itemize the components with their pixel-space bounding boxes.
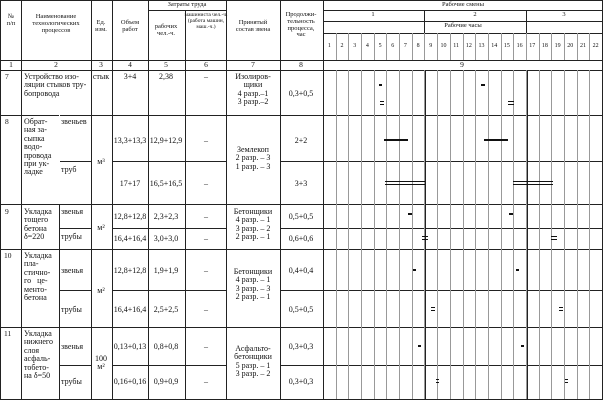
row8-number: 8: [5, 117, 9, 126]
row7-volume: 3+4: [123, 72, 137, 81]
row8-sub1: звеньев: [61, 117, 87, 126]
row10-unit: м²: [97, 286, 105, 295]
row9-duration2: 0,6+0,6: [288, 234, 314, 243]
bar-row11-c: [436, 379, 439, 380]
bar-row7-b: [380, 101, 384, 102]
row7-unit: стык: [92, 72, 110, 81]
bar-row9-b: [509, 213, 513, 215]
row8-labor2: 16,5+16,5: [149, 179, 183, 188]
bar-row9-a: [408, 213, 412, 215]
row7-crew: Изолиров- щики 4 разр.–1 3 разр.–2: [235, 72, 271, 107]
hour-gridline: [551, 33, 552, 60]
bar-row11-d: [565, 379, 568, 380]
row10-name: Укладка пла- стично- го це- менто- бетона: [24, 251, 52, 302]
row11-duration2: 0,3+0,3: [288, 377, 314, 386]
hour-gridline: [361, 33, 362, 60]
hour-label: 3: [353, 43, 357, 49]
row9-crew: Бетонщики 4 разр. – 1 3 разр. – 2 2 разр. – 1: [233, 207, 273, 242]
header-number: № п/п: [6, 13, 16, 27]
bar-row7-c: [481, 84, 485, 86]
row9-duration1: 0,5+0,5: [288, 212, 314, 221]
header-process: Наименование технологических процессов: [32, 13, 80, 34]
hour-gridline: [374, 70, 375, 399]
row8-duration1: 2+2: [294, 136, 308, 145]
row11-labor2: 0,9+0,9: [153, 377, 179, 386]
row10-machine: –: [204, 266, 208, 275]
hour-label: 20: [567, 43, 574, 49]
hour-label: 17: [529, 43, 536, 49]
row10-duration2: 0,5+0,5: [288, 305, 314, 314]
hour-gridline: [336, 33, 337, 60]
shift-2: 2: [473, 11, 477, 18]
colnum-1: 1: [9, 60, 13, 69]
hour-gridline: [577, 33, 578, 60]
header-crew: Принятый состав звена: [235, 19, 271, 33]
colnum-5: 5: [164, 60, 168, 69]
hour-gridline: [412, 70, 413, 399]
hour-gridline: [577, 70, 578, 399]
colnum-4: 4: [128, 60, 132, 69]
hour-gridline: [437, 70, 438, 399]
header-shifts: Рабочие смены: [442, 1, 484, 8]
colnum-8: 8: [299, 60, 303, 69]
bar-row10-c: [431, 307, 435, 308]
row11-volume1: 0,13+0,13: [113, 342, 147, 351]
hour-gridline: [450, 33, 451, 60]
hour-gridline: [564, 33, 565, 60]
hour-gridline: [361, 70, 362, 399]
hour-label: 19: [554, 43, 561, 49]
row10-duration1: 0,4+0,4: [288, 266, 314, 275]
hour-label: 10: [440, 43, 447, 49]
hour-gridline: [539, 33, 540, 60]
hour-gridline: [336, 70, 337, 399]
hour-gridline: [589, 33, 590, 60]
row11-sub2: трубы: [61, 377, 82, 386]
row7-name: Устройство изо- ляции стыков тру- бопровода: [24, 72, 87, 98]
hour-gridline: [412, 33, 413, 60]
row9-sub1: звенья: [61, 207, 84, 216]
hour-gridline: [386, 70, 387, 399]
hour-gridline: [475, 70, 476, 399]
hour-label: 5: [378, 43, 382, 49]
hour-gridline: [424, 70, 425, 399]
bar-row10-b: [516, 269, 519, 271]
hour-label: 2: [340, 43, 344, 49]
bar-row8-b: [484, 139, 508, 141]
row11-duration1: 0,3+0,3: [288, 342, 314, 351]
rule-labor: [148, 10, 226, 11]
hour-label: 8: [416, 43, 420, 49]
bar-row8-a: [384, 139, 408, 141]
row7-number: 7: [5, 72, 9, 81]
row11-volume2: 0,16+0,16: [113, 377, 147, 386]
hour-gridline: [463, 70, 464, 399]
hour-label: 14: [491, 43, 498, 49]
bar-row8-d: [513, 181, 553, 182]
row8-unit: м³: [97, 157, 105, 166]
row8-crew: Землекоп 2 разр. – 3 1 разр. – 3: [235, 145, 271, 171]
row10-crew: Бетонщики 4 разр. – 1 3 разр. – 3 2 разр. – 1: [233, 267, 273, 302]
bar-row10-d: [559, 307, 563, 308]
hour-gridline: [437, 33, 438, 60]
bar-row9-d: [551, 236, 557, 237]
row11-sub1: звенья: [61, 342, 84, 351]
hour-label: 9: [429, 43, 433, 49]
colnum-9: 9: [460, 60, 464, 69]
hour-gridline: [374, 33, 375, 60]
hour-gridline: [488, 70, 489, 399]
hour-label: 12: [465, 43, 472, 49]
row7-machine: –: [204, 72, 208, 81]
hour-gridline: [513, 33, 514, 60]
row9-name: Укладка тощего бетона δ=220: [24, 207, 52, 242]
bar-row8-c: [385, 181, 425, 182]
colnum-2: 2: [54, 60, 58, 69]
row11-machine: –: [204, 342, 208, 351]
rule-row9-split: [59, 228, 603, 229]
row8-name: Обрат- ная за- сыпка водо- провода при ук- ладке: [24, 117, 52, 177]
hour-gridline: [501, 33, 502, 60]
row7-labor: 2,38: [159, 72, 173, 81]
row9-machine2: –: [204, 234, 208, 243]
hour-gridline: [424, 33, 425, 60]
colnum-3: 3: [99, 60, 103, 69]
row9-unit: м²: [97, 223, 105, 232]
header-labor: Затраты труда: [167, 1, 207, 8]
row10-machine2: –: [204, 305, 208, 314]
row8-machine2: –: [204, 179, 208, 188]
rule-row8-split: [59, 161, 603, 162]
hour-gridline: [488, 33, 489, 60]
hour-gridline: [513, 70, 514, 399]
bar-row7-a: [379, 84, 382, 86]
hour-label: 6: [391, 43, 395, 49]
hour-gridline: [551, 70, 552, 399]
row9-labor2: 3,0+3,0: [153, 234, 179, 243]
hour-gridline: [539, 70, 540, 399]
hour-gridline: [526, 33, 527, 60]
row8-labor1: 12,9+12,9: [149, 136, 183, 145]
row10-labor2: 2,5+2,5: [153, 305, 179, 314]
hour-gridline: [564, 70, 565, 399]
shift-3: 3: [562, 11, 566, 18]
header-duration: Продолжи- тельность процесса, час: [285, 11, 317, 39]
hour-label: 21: [579, 43, 586, 49]
row11-labor1: 0,8+0,8: [153, 342, 179, 351]
colnum-6: 6: [204, 60, 208, 69]
hour-label: 13: [478, 43, 485, 49]
rule-row10-split: [59, 290, 603, 291]
row9-machine: –: [204, 212, 208, 221]
hour-label: 1: [327, 43, 331, 49]
row8-sub2: труб: [61, 165, 77, 174]
bar-row9-c: [422, 236, 428, 237]
row11-number: 11: [4, 329, 12, 338]
hour-label: 4: [365, 43, 369, 49]
hour-gridline: [526, 70, 527, 399]
bar-row11-b: [521, 345, 524, 347]
hour-gridline: [399, 70, 400, 399]
hour-gridline: [475, 33, 476, 60]
rule-row11-split: [59, 365, 603, 366]
hour-gridline: [589, 70, 590, 399]
rule-shifts: [323, 10, 603, 11]
hour-gridline: [399, 33, 400, 60]
hour-gridline: [450, 70, 451, 399]
header-hours: Рабочие часы: [444, 22, 482, 29]
row11-unit: 100 м²: [95, 354, 107, 372]
header-unit: Ед. изм.: [95, 19, 107, 33]
bar-row10-a: [413, 269, 416, 271]
bar-row11-a: [418, 345, 421, 347]
row8-volume1: 13,3+13,3: [113, 136, 147, 145]
hour-label: 11: [453, 43, 460, 49]
row10-volume2: 16,4+16,4: [113, 305, 147, 314]
hour-label: 22: [592, 43, 599, 49]
bar-row7-d: [508, 101, 514, 102]
row9-volume1: 12,8+12,8: [113, 212, 147, 221]
hour-label: 7: [403, 43, 407, 49]
shift-1: 1: [371, 11, 375, 18]
colnum-7: 7: [251, 60, 255, 69]
row10-number: 10: [4, 251, 12, 260]
row9-labor1: 2,3+2,3: [153, 212, 179, 221]
hour-label: 15: [503, 43, 510, 49]
row8-volume2: 17+17: [119, 179, 141, 188]
row11-name: Укладка нижнего слоя асфаль- тобето- на δ=50: [24, 329, 54, 380]
row7-duration: 0,3+0,5: [288, 89, 314, 98]
header-volume: Объем работ: [120, 19, 140, 33]
header-machinist: машиниста чел.-ч. (работа машин, маш.-ч.): [184, 12, 228, 30]
row11-crew: Асфальто- бетонщики 5 разр. – 1 3 разр. – 2: [234, 344, 272, 379]
hour-gridline: [386, 33, 387, 60]
row9-volume2: 16,4+16,4: [113, 234, 147, 243]
row10-labor1: 1,9+1,9: [153, 266, 179, 275]
row9-sub2: трубы: [61, 232, 82, 241]
header-workers: рабочих чел.-ч.: [154, 23, 178, 37]
hour-label: 16: [516, 43, 523, 49]
row8-machine: –: [204, 136, 208, 145]
row11-machine2: –: [204, 377, 208, 386]
row9-number: 9: [5, 207, 9, 216]
row8-duration2: 3+3: [294, 179, 308, 188]
row10-sub1: звенья: [61, 266, 84, 275]
hour-gridline: [501, 70, 502, 399]
hour-gridline: [463, 33, 464, 60]
row10-sub2: трубы: [61, 305, 82, 314]
hour-gridline: [348, 33, 349, 60]
row10-volume1: 12,8+12,8: [113, 266, 147, 275]
hour-gridline: [348, 70, 349, 399]
hour-label: 18: [541, 43, 548, 49]
